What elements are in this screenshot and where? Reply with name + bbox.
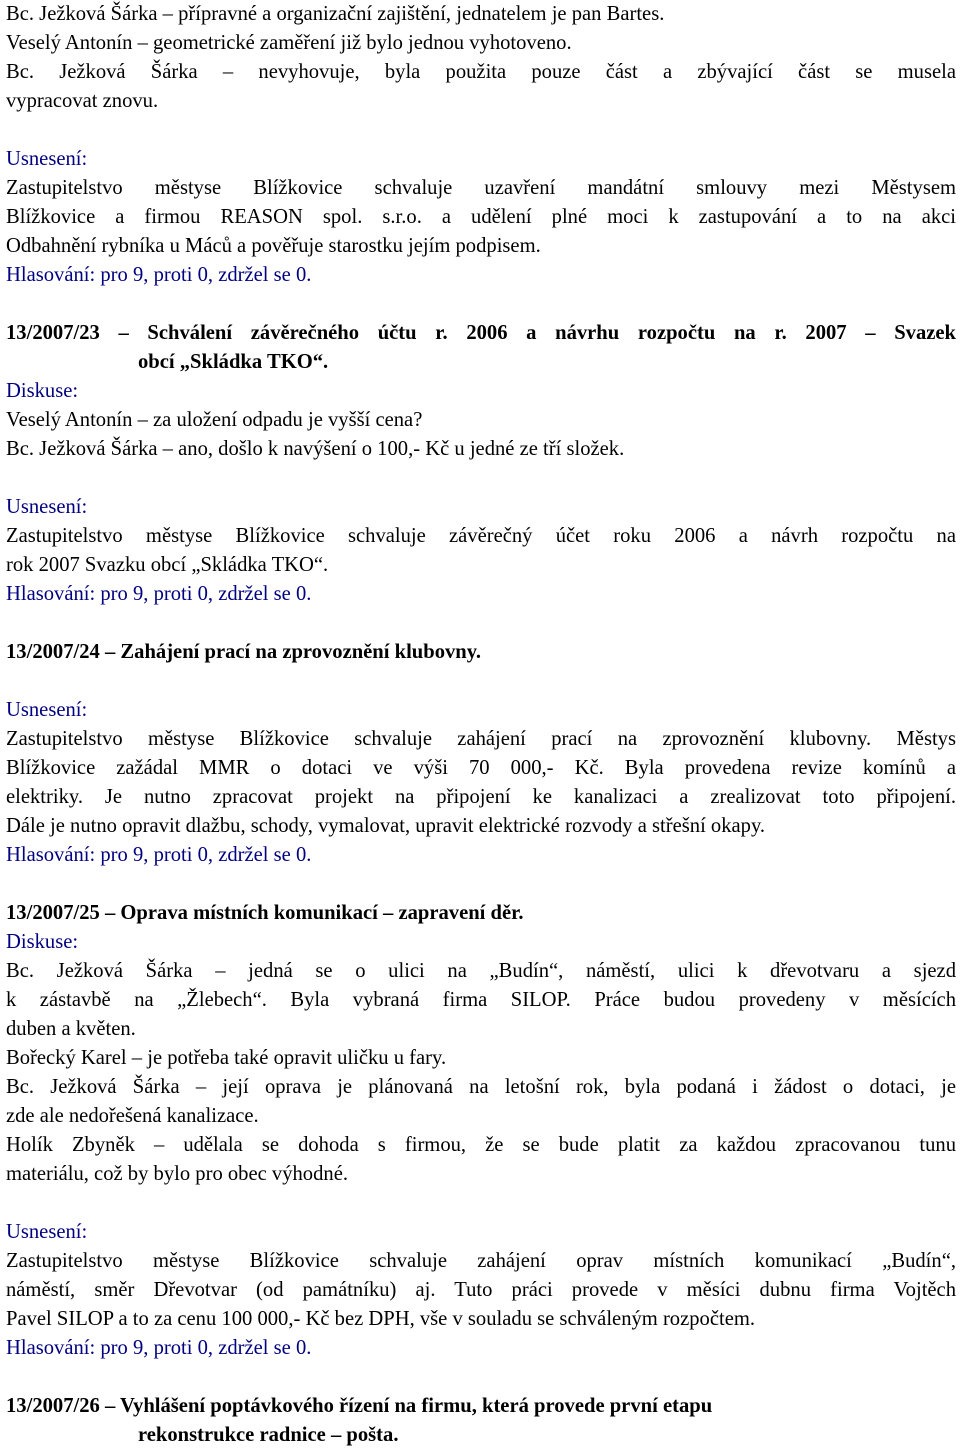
paragraph-gap [6, 1189, 956, 1218]
text-line: Bc. Ježková Šárka – přípravné a organizační zajištění, jednatelem je pan Bartes. [6, 3, 665, 25]
text-line: materiálu, což by bylo pro obec výhodné. [6, 1163, 348, 1185]
agenda-heading: 13/2007/26 – Vyhlášení poptávkového řízení na firmu, která provede první etapu [6, 1395, 713, 1417]
paragraph-gap [6, 667, 956, 696]
text-line: Zastupitelstvo městyse Blížkovice schvaluje zahájení oprav místních komunikací „Budín“, [6, 1250, 956, 1272]
text-line: Dále je nutno opravit dlažbu, schody, vymalovat, upravit elektrické rozvody a střešní okapy. [6, 815, 766, 837]
section-label: Hlasování: pro 9, proti 0, zdržel se 0. [6, 844, 312, 866]
agenda-heading: rekonstrukce radnice – pošta. [138, 1424, 399, 1446]
text-line: Zastupitelstvo městyse Blížkovice schvaluje uzavření mandátní smlouvy mezi Městysem [6, 177, 956, 199]
text-line: Blížkovice a firmou REASON spol. s.r.o. a udělení plné moci k zastupování a to na akci [6, 206, 956, 228]
document-page [6, 0, 956, 1450]
text-line: Veselý Antonín – za uložení odpadu je vyšší cena? [6, 409, 423, 431]
text-line: Odbahnění rybníka u Máců a pověřuje starostku jejím podpisem. [6, 235, 541, 257]
text-line: Bc. Ježková Šárka – ano, došlo k navýšení o 100,- Kč u jedné ze tří složek. [6, 438, 625, 460]
text-line: rok 2007 Svazku obcí „Skládka TKO“. [6, 554, 329, 576]
text-line: Holík Zbyněk – udělala se dohoda s firmou, že se bude platit za každou zpracovanou tunu [6, 1134, 956, 1156]
section-label: Hlasování: pro 9, proti 0, zdržel se 0. [6, 1337, 312, 1359]
text-line: Veselý Antonín – geometrické zaměření již bylo jednou vyhotoveno. [6, 32, 572, 54]
section-label: Diskuse: [6, 380, 79, 402]
text-line: elektriky. Je nutno zpracovat projekt na připojení ke kanalizaci a zrealizovat toto připojení. [6, 786, 956, 808]
paragraph-gap [6, 116, 956, 145]
section-label: Usnesení: [6, 1221, 88, 1243]
agenda-heading: 13/2007/25 – Oprava místních komunikací – zapravení děr. [6, 902, 524, 924]
paragraph-gap [6, 870, 956, 899]
section-label: Hlasování: pro 9, proti 0, zdržel se 0. [6, 583, 312, 605]
text-line: Bořecký Karel – je potřeba také opravit uličku u fary. [6, 1047, 447, 1069]
section-label: Hlasování: pro 9, proti 0, zdržel se 0. [6, 264, 312, 286]
agenda-heading: 13/2007/24 – Zahájení prací na zprovoznění klubovny. [6, 641, 482, 663]
section-label: Usnesení: [6, 699, 88, 721]
text-line: Zastupitelstvo městyse Blížkovice schvaluje závěrečný účet roku 2006 a návrh rozpočtu na [6, 525, 956, 547]
agenda-heading: obcí „Skládka TKO“. [138, 351, 329, 373]
text-line: Pavel SILOP a to za cenu 100 000,- Kč bez DPH, vše v souladu se schváleným rozpočtem. [6, 1308, 756, 1330]
text-line: Bc. Ježková Šárka – nevyhovuje, byla použita pouze část a zbývající část se musela [6, 61, 956, 83]
section-label: Usnesení: [6, 496, 88, 518]
text-line: k zástavbě na „Žlebech“. Byla vybraná firma SILOP. Práce budou provedeny v měsících [6, 989, 956, 1011]
text-line: vypracovat znovu. [6, 90, 159, 112]
text-line: Zastupitelstvo městyse Blížkovice schvaluje zahájení prací na zprovoznění klubovny. Městys [6, 728, 956, 750]
section-label: Usnesení: [6, 148, 88, 170]
text-line: duben a květen. [6, 1018, 136, 1040]
paragraph-gap [6, 1363, 956, 1392]
paragraph-gap [6, 290, 956, 319]
text-line: Blížkovice zažádal MMR o dotaci ve výši 70 000,- Kč. Byla provedena revize komínů a [6, 757, 956, 779]
text-line: Bc. Ježková Šárka – její oprava je plánovaná na letošní rok, byla podaná i žádost o dotaci, je [6, 1076, 956, 1098]
text-line: Bc. Ježková Šárka – jedná se o ulici na „Budín“, náměstí, ulici k dřevotvaru a sjezd [6, 960, 956, 982]
text-line: zde ale nedořešená kanalizace. [6, 1105, 259, 1127]
section-label: Diskuse: [6, 931, 79, 953]
text-line: náměstí, směr Dřevotvar (od památníku) aj. Tuto práci provede v měsíci dubnu firma Vojtěch [6, 1279, 956, 1301]
agenda-heading: 13/2007/23 – Schválení závěrečného účtu r. 2006 a návrhu rozpočtu na r. 2007 – Svazek [6, 322, 956, 344]
paragraph-gap [6, 464, 956, 493]
paragraph-gap [6, 609, 956, 638]
